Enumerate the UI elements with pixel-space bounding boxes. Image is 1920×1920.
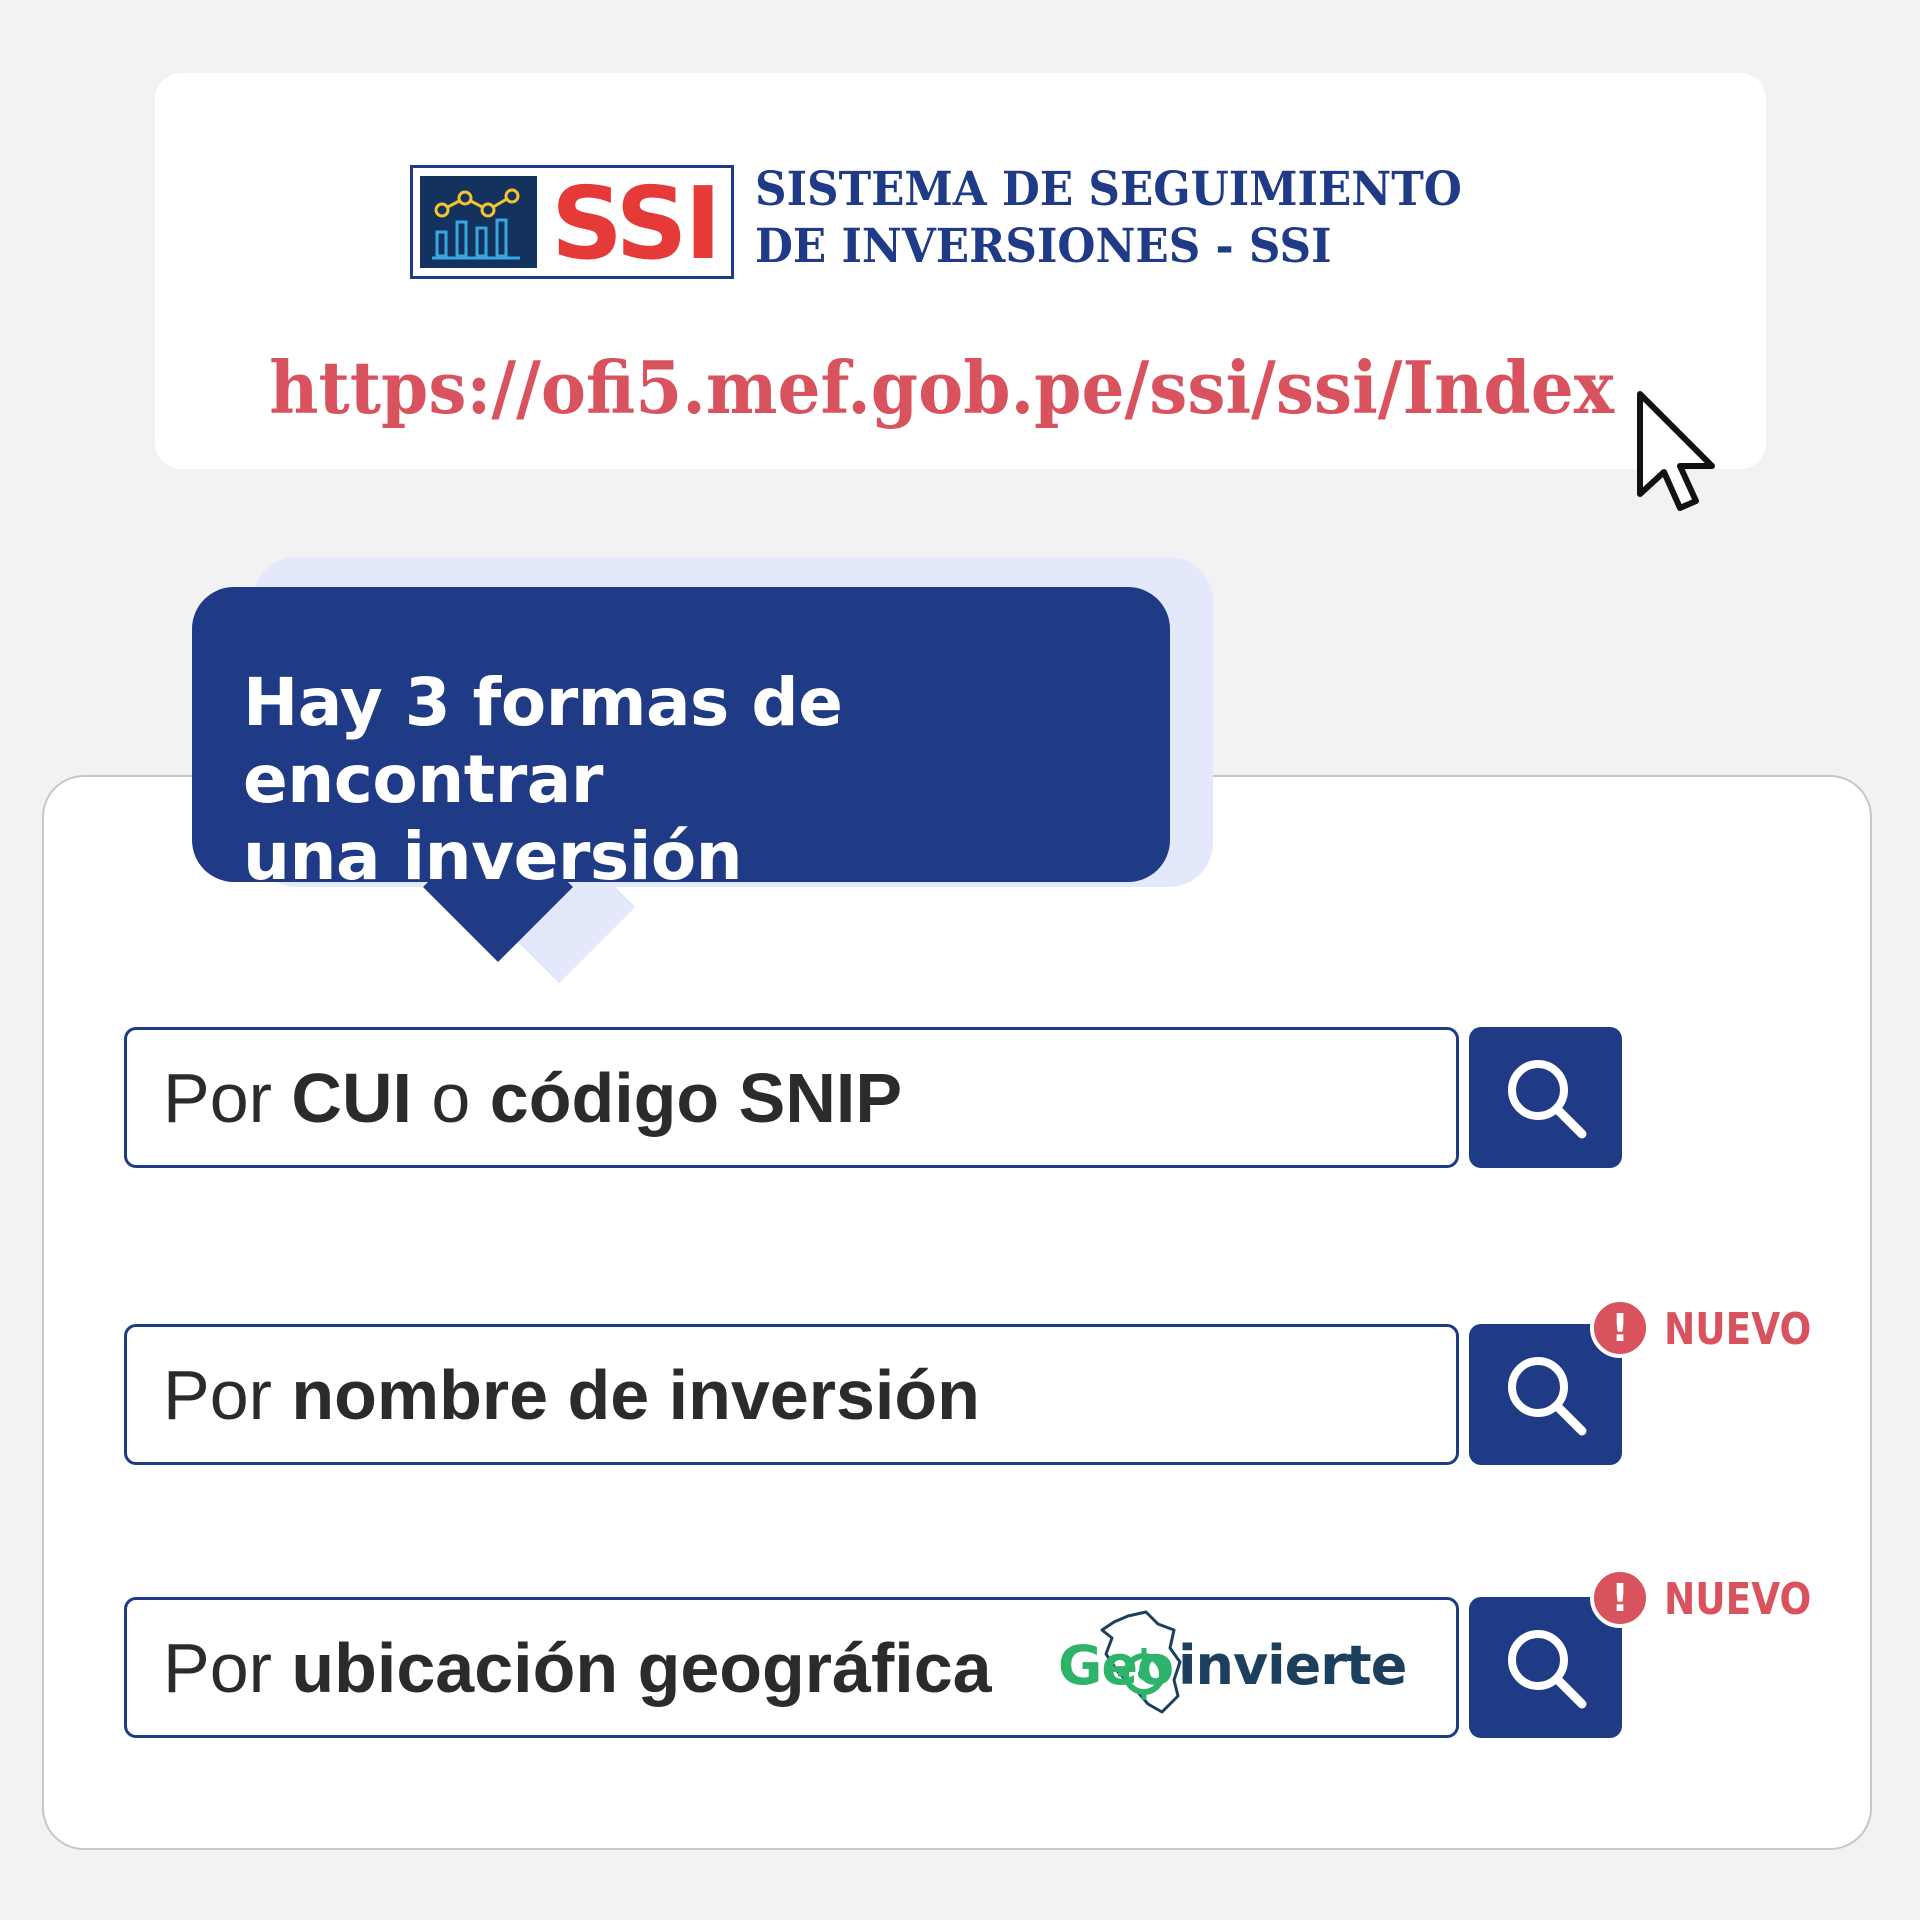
callout-text (243, 664, 1123, 895)
new-badge-label: NUEVO (1664, 1304, 1812, 1355)
system-title (755, 161, 1462, 275)
field-bold: ubicación geográfica (291, 1628, 992, 1707)
search-by-name-field[interactable] (124, 1324, 1459, 1465)
field-lead: Por (163, 1355, 272, 1434)
header-card (155, 73, 1766, 469)
search-icon (1502, 1351, 1592, 1441)
search-by-cui-button[interactable] (1469, 1027, 1622, 1168)
field-mid: o (411, 1058, 490, 1137)
ssi-url-link[interactable]: https://ofi5.mef.gob.pe/ssi/ssi/Index (269, 345, 1615, 430)
cursor-arrow-icon (1636, 390, 1718, 519)
geoinvierte-logo (1058, 1608, 1428, 1718)
geo-logo-part1: Geo (1058, 1634, 1174, 1697)
logo-acronym: SSI (551, 165, 719, 282)
search-by-cui-field[interactable] (124, 1027, 1459, 1168)
system-title-line1: SISTEMA DE SEGUIMIENTO (755, 162, 1462, 217)
chart-icon (420, 176, 537, 268)
search-icon (1502, 1054, 1592, 1144)
callout-line1: Hay 3 formas de encontrar (243, 664, 843, 818)
exclamation-icon: ! (1590, 1298, 1650, 1358)
field-bold: nombre de inversión (291, 1355, 980, 1434)
field-lead: Por (163, 1058, 272, 1137)
field-bold: CUI (291, 1058, 412, 1137)
field-lead: Por (163, 1628, 272, 1707)
exclamation-icon: ! (1590, 1568, 1650, 1628)
callout-line2: una inversión (243, 818, 743, 895)
system-title-line2: DE INVERSIONES - SSI (755, 219, 1332, 274)
new-badge-label: NUEVO (1664, 1574, 1812, 1625)
geo-logo-part2: invierte (1178, 1634, 1407, 1697)
field-bold2: código SNIP (489, 1058, 903, 1137)
ssi-logo (410, 165, 734, 282)
search-icon (1502, 1624, 1592, 1714)
